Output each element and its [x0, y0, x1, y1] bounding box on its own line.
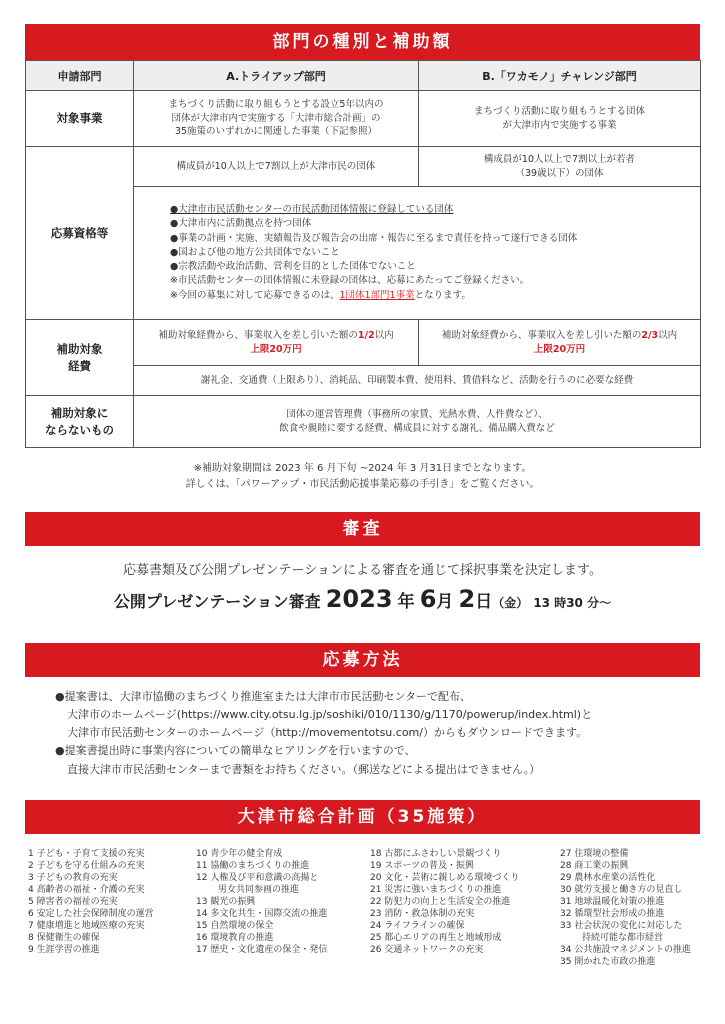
presentation-day: 2	[458, 585, 476, 613]
plan-item: 29 農林水産業の活性化	[560, 873, 656, 884]
eligibility-item-once: ※今回の募集に対して応募できるのは、1団体1部門1事業となります。	[170, 289, 471, 301]
plan-item: 持続可能な都市経営	[582, 933, 664, 944]
plan-item: 25 都心エリアの再生と地域形成	[370, 933, 502, 944]
plan-column-4	[560, 848, 691, 968]
method-line: ●提案書は、大津市協働のまちづくり推進室または大津市市民活動センターで配布、	[55, 690, 472, 703]
plan-item: 13 観光の振興	[196, 897, 256, 908]
plan-item: 35 開かれた市政の推進	[560, 957, 656, 968]
method-line: ●提案書提出時に事業内容についての簡単なヒアリングを行いますので、	[55, 744, 416, 758]
plan-item: 27 住環境の整備	[560, 849, 629, 859]
plan-item: 11 協働のまちづくりの推進	[196, 861, 310, 872]
eligibility-item: ●大津市内に活動拠点を持つ団体	[170, 218, 312, 230]
plan-item: 12 人権及び平和意識の高揚と	[196, 873, 319, 884]
presentation-year: 2023	[325, 585, 393, 613]
plan-item: 17 歴史・文化遺産の保全・発信	[196, 945, 328, 956]
plan-item: 33 社会状況の変化に対応した	[560, 921, 683, 932]
target-b-line: まちづくり活動に取り組もうとする団体	[474, 105, 645, 117]
presentation-time: 13 時30 分〜	[533, 596, 612, 610]
eligibility-item: ●大津市市民活動センターの市民活動団体情報に登録している団体	[170, 204, 454, 216]
funding-a: 補助対象経費から、事業収入を差し引いた額の1/2以内 上限20万円	[134, 320, 419, 366]
categories-table	[25, 60, 701, 448]
plan-item: 16 環境教育の推進	[196, 933, 274, 944]
plan-item: 1 子ども・子育て支援の充実	[28, 849, 145, 859]
section-title-application: 応募方法	[25, 643, 700, 677]
presentation-date: 公開プレゼンテーション審査 2023 年 6月 2日（金） 13 時30 分〜	[113, 585, 612, 613]
header-department: 申請部門	[26, 61, 134, 91]
plan-item: 2 子どもを守る仕組みの充実	[28, 861, 145, 872]
eligibility-common	[134, 187, 701, 320]
presentation-month: 6	[419, 585, 437, 613]
plan-item: 10 青少年の健全育成	[196, 849, 283, 859]
plan-item: 28 商工業の振興	[560, 861, 629, 872]
plan-item: 9 生涯学習の推進	[28, 945, 100, 956]
plan-column-3	[370, 848, 519, 956]
plan-item: 34 公共施設マネジメントの推進	[560, 945, 692, 956]
plan-item: 男女共同参画の推進	[218, 885, 300, 896]
plan-item: 6 安定した社会保障制度の運営	[28, 909, 154, 920]
review-text: 応募書類及び公開プレゼンテーションによる審査を通じて採択事業を決定します。	[123, 563, 602, 578]
eligibility-item: ●事業の計画・実施、実績報告及び報告会の出席・報告に至るまで責任を持って遂行できる団体	[170, 232, 578, 244]
target-b-line: が大津市内で実施する事業	[502, 119, 617, 131]
plan-item: 8 保健衛生の確保	[28, 933, 100, 944]
funding-b: 補助対象経費から、事業収入を差し引いた額の2/3以内 上限20万円	[419, 320, 701, 366]
eligibility-b-line: （39歳以下）の団体	[515, 167, 604, 179]
funding-a-cap: 上限20万円	[250, 343, 302, 355]
plan-item: 21 災害に強いまちづくりの推進	[370, 885, 502, 896]
plan-item: 32 循環型社会形成の推進	[560, 909, 665, 920]
method-line-url: 大津市のホームページ(https://www.city.otsu.lg.jp/soshiki/010/1130/g/1170/powerup/index.html)と	[67, 708, 593, 722]
section-title-review: 審査	[25, 512, 700, 546]
plan-item: 24 ライフラインの確保	[370, 921, 465, 932]
application-method	[55, 688, 695, 779]
eligibility-item: ●国および他の地方公共団体でないこと	[170, 246, 340, 258]
header-wakamono: B.「ワカモノ」チャレンジ部門	[419, 61, 701, 91]
plan-item: 5 障害者の福祉の充実	[28, 897, 118, 908]
row-label-eligibility: 応募資格等	[26, 147, 134, 320]
method-line-url: 大津市市民活動センターのホームページ（http://movementotsu.com/）からもダウンロードできます。	[67, 726, 588, 740]
plan-item: 22 防犯力の向上と生活安全の推進	[370, 897, 511, 908]
eligibility-item: ●宗教活動や政治活動、営利を目的とした団体でないこと	[170, 261, 416, 273]
section-title-categories: 部門の種別と補助額	[25, 24, 700, 60]
period-note: ※補助対象期間は 2023 年 6 月下旬 ~2024 年 3 月31日までとなります。 詳しくは、「パワーアップ・市民活動応援事業応募の手引き」をご覧ください。	[185, 463, 540, 490]
target-a-line: まちづくり活動に取り組もうとする設立5年以内の	[168, 98, 384, 110]
eligibility-b	[419, 147, 701, 187]
target-a	[134, 91, 419, 147]
plan-item: 23 消防・救急体制の充実	[370, 909, 475, 920]
plan-column-2	[196, 848, 327, 956]
funding-b-cap: 上限20万円	[533, 343, 586, 355]
plan-column-1	[28, 848, 154, 956]
eligibility-item: ※市民活動センターの団体情報に未登録の団体は、応募にあたってご登録ください。	[170, 275, 530, 287]
target-a-line: 団体が大津市内で実施する「大津市総合計画」の	[171, 112, 381, 124]
plan-item: 3 子どもの教育の充実	[28, 873, 118, 884]
row-label-target: 対象事業	[26, 91, 134, 147]
plan-item: 30 就労支援と働き方の見直し	[560, 885, 683, 896]
target-a-line: 35施策のいずれかに関連した事業（下記参照）	[174, 126, 378, 138]
row-label-excluded: 補助対象に ならないもの	[26, 396, 134, 448]
plan-item: 7 健康増進と地域医療の充実	[28, 921, 145, 932]
plan-item: 18 古都にふさわしい景観づくり	[370, 849, 502, 859]
eligibility-a: 構成員が10人以上で7割以上が大津市民の団体	[134, 147, 419, 187]
plan-item: 15 自然環境の保全	[196, 921, 274, 932]
funding-common: 謝礼金、交通費（上限あり）、消耗品、印刷製本費、使用料、賃借料など、活動を行うのに必要な経費	[134, 366, 701, 396]
header-tryup: A.トライアップ部門	[134, 61, 419, 91]
plan-item: 31 地球温暖化対策の推進	[560, 897, 665, 908]
plan-item: 26 交通ネットワークの充実	[370, 945, 484, 956]
plan-item: 19 スポーツの普及・振興	[370, 861, 474, 872]
plan-item: 4 高齢者の福祉・介護の充実	[28, 885, 145, 896]
method-line: 直接大津市市民活動センターまで書類をお持ちください。（郵送などによる提出はできません。）	[67, 762, 541, 776]
target-b	[419, 91, 701, 147]
section-title-plan: 大津市総合計画（35施策）	[25, 800, 700, 834]
excluded-content: 団体の運営管理費（事務所の家賃、光熱水費、人件費など）、 飲食や親睦に要する経費、構成員に対する謝礼、備品購入費など	[134, 396, 701, 448]
row-label-funding: 補助対象 経費	[26, 320, 134, 396]
plan-item: 20 文化・芸術に親しめる環境づくり	[370, 873, 520, 884]
eligibility-b-line: 構成員が10人以上で7割以上が若者	[483, 153, 636, 165]
plan-item: 14 多文化共生・国際交流の推進	[196, 909, 328, 920]
